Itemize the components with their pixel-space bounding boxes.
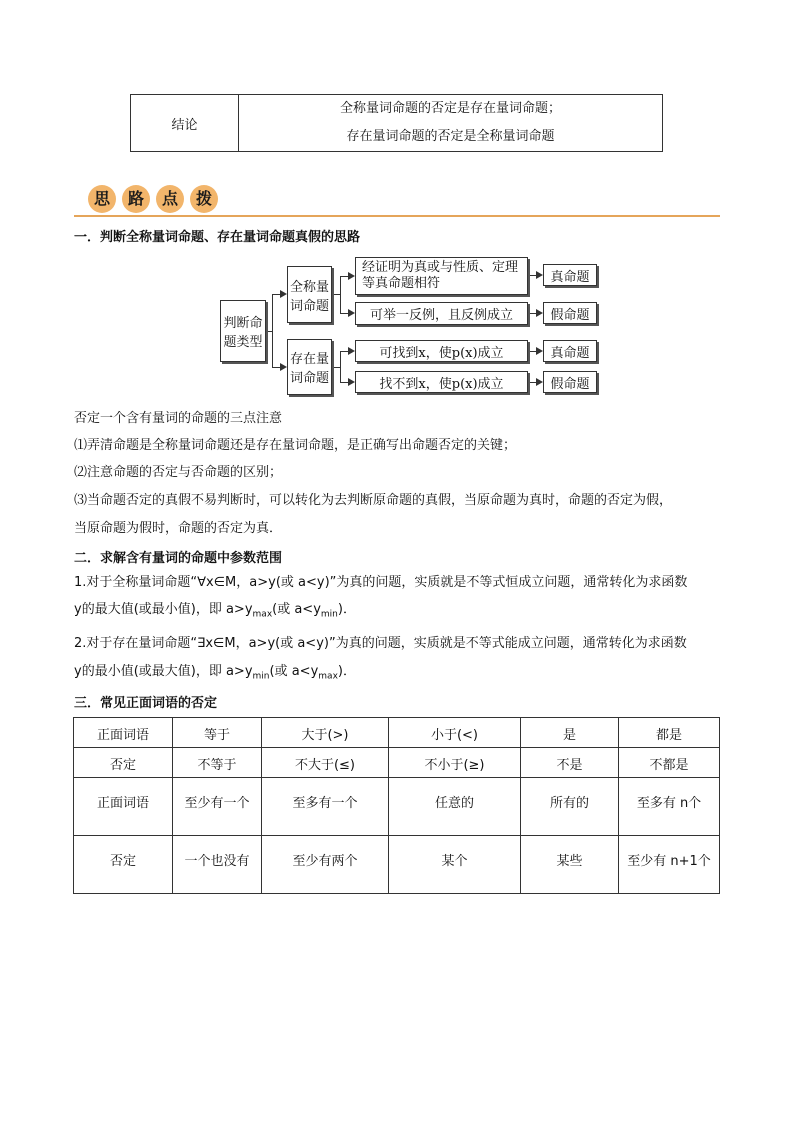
- diagram-existential-box: 存在量词命题: [287, 339, 332, 395]
- table-cell: 至多有 n个: [619, 778, 720, 836]
- table-cell: 正面词语: [74, 718, 173, 748]
- table-cell: 不等于: [173, 748, 262, 778]
- connector: [340, 351, 341, 383]
- item2-end: )．: [337, 664, 356, 679]
- table-cell: 至少有两个: [262, 836, 389, 894]
- banner-char-2: 路: [122, 185, 150, 213]
- item1-sub-min: min: [320, 609, 338, 620]
- connector: [340, 351, 348, 352]
- table-cell: 任意的: [389, 778, 521, 836]
- arrow-icon: [348, 347, 355, 355]
- section-banner: [88, 185, 224, 213]
- table-cell: 某个: [389, 836, 521, 894]
- connector: [272, 294, 280, 295]
- conclusion-line-1: 全称量词命题的否定是存在量词命题；: [339, 101, 561, 116]
- table-row: [74, 748, 720, 778]
- arrow-icon: [280, 363, 287, 371]
- connector: [272, 367, 280, 368]
- note-3a: ⑶当命题否定的真假不易判断时，可以转化为去判断原命题的真假，当原命题为真时，命题的否定为假，: [74, 493, 673, 508]
- table-cell: 否定: [74, 836, 173, 894]
- table-cell: 某些: [521, 836, 619, 894]
- table-cell: 小于(<): [389, 718, 521, 748]
- item1-sub-max: max: [252, 609, 273, 620]
- table-cell: 至多有一个: [262, 778, 389, 836]
- section3-title: 三．常见正面词语的否定: [74, 696, 218, 711]
- arrow-icon: [536, 378, 543, 386]
- table-cell: 不小于(≥): [389, 748, 521, 778]
- connector: [272, 294, 273, 368]
- item1-end: )．: [337, 602, 356, 617]
- conclusion-text: [239, 95, 663, 152]
- table-cell: 所有的: [521, 778, 619, 836]
- table-cell: 大于(>): [262, 718, 389, 748]
- item2-text: y的最小值(或最大值)，即 a>y: [74, 664, 253, 679]
- item1-text: y的最大值(或最小值)，即 a>y: [74, 602, 253, 617]
- arrow-icon: [536, 347, 543, 355]
- table-cell: 否定: [74, 748, 173, 778]
- diagram-u-case2-box: 可举一反例，且反例成立: [355, 302, 528, 325]
- note-1: ⑴弄清命题是全称量词命题还是存在量词命题，是正确写出命题否定的关键；: [74, 438, 517, 453]
- diagram-e-case1-box: 可找到x，使p(x)成立: [355, 340, 528, 362]
- section1-title: 一．判断全称量词命题、存在量词命题真假的思路: [74, 230, 361, 245]
- note-2: ⑵注意命题的否定与否命题的区别；: [74, 465, 283, 480]
- connector: [340, 382, 348, 383]
- banner-char-3: 点: [156, 185, 184, 213]
- connector: [340, 276, 348, 277]
- arrow-icon: [348, 309, 355, 317]
- table-cell: 正面词语: [74, 778, 173, 836]
- diagram-false-box-2: 假命题: [543, 371, 597, 393]
- table-row: [74, 778, 720, 836]
- arrow-icon: [280, 290, 287, 298]
- table-cell: 不是: [521, 748, 619, 778]
- connector: [340, 276, 341, 314]
- conclusion-table: [130, 94, 663, 152]
- table-cell: 都是: [619, 718, 720, 748]
- diagram-true-box-1: 真命题: [543, 264, 597, 286]
- note-3b: 当原命题为假时，命题的否定为真．: [74, 521, 283, 536]
- notes-title: 否定一个含有量词的命题的三点注意: [74, 411, 283, 426]
- conclusion-label: 结论: [131, 95, 239, 152]
- diagram-false-box-1: 假命题: [543, 302, 597, 324]
- section2-item2-line1: 2.对于存在量词命题“∃x∈M，a>y(或 a<y)”为真的问题，实质就是不等式能成立问题，通常转化为求函数: [74, 636, 687, 651]
- negation-table: [73, 717, 720, 894]
- connector: [340, 313, 348, 314]
- diagram-e-case2-box: 找不到x，使p(x)成立: [355, 371, 528, 393]
- banner-divider: [74, 215, 720, 217]
- item2-sub-max: max: [318, 671, 338, 682]
- table-cell: 至少有 n+1个: [619, 836, 720, 894]
- diagram-universal-box: 全称量词命题: [287, 266, 332, 323]
- arrow-icon: [348, 272, 355, 280]
- section2-item2-line2: [74, 663, 356, 686]
- table-cell: 一个也没有: [173, 836, 262, 894]
- table-cell: 至少有一个: [173, 778, 262, 836]
- table-cell: 不大于(≤): [262, 748, 389, 778]
- section2-item1-line1: 1.对于全称量词命题“∀x∈M，a>y(或 a<y)”为真的问题，实质就是不等式恒成立问题，通常转化为求函数: [74, 575, 688, 590]
- item2-sub-min: min: [252, 671, 270, 682]
- banner-char-4: 拨: [190, 185, 218, 213]
- banner-char-1: 思: [88, 185, 116, 213]
- section2-title: 二．求解含有量词的命题中参数范围: [74, 551, 283, 566]
- diagram-true-box-2: 真命题: [543, 340, 597, 362]
- table-cell: 等于: [173, 718, 262, 748]
- diagram-root-box: 判断命题类型: [220, 300, 266, 362]
- arrow-icon: [536, 309, 543, 317]
- arrow-icon: [348, 378, 355, 386]
- table-row: [74, 718, 720, 748]
- diagram-u-case1-box: 经证明为真或与性质、定理等真命题相符: [355, 257, 528, 295]
- table-cell: 不都是: [619, 748, 720, 778]
- item1-mid: (或 a<y: [272, 602, 321, 617]
- conclusion-line-2: 存在量词命题的否定是全称量词命题: [346, 129, 555, 144]
- table-cell: 是: [521, 718, 619, 748]
- arrow-icon: [536, 271, 543, 279]
- section2-item1-line2: [74, 601, 356, 624]
- item2-mid: (或 a<y: [269, 664, 319, 679]
- table-row: [74, 836, 720, 894]
